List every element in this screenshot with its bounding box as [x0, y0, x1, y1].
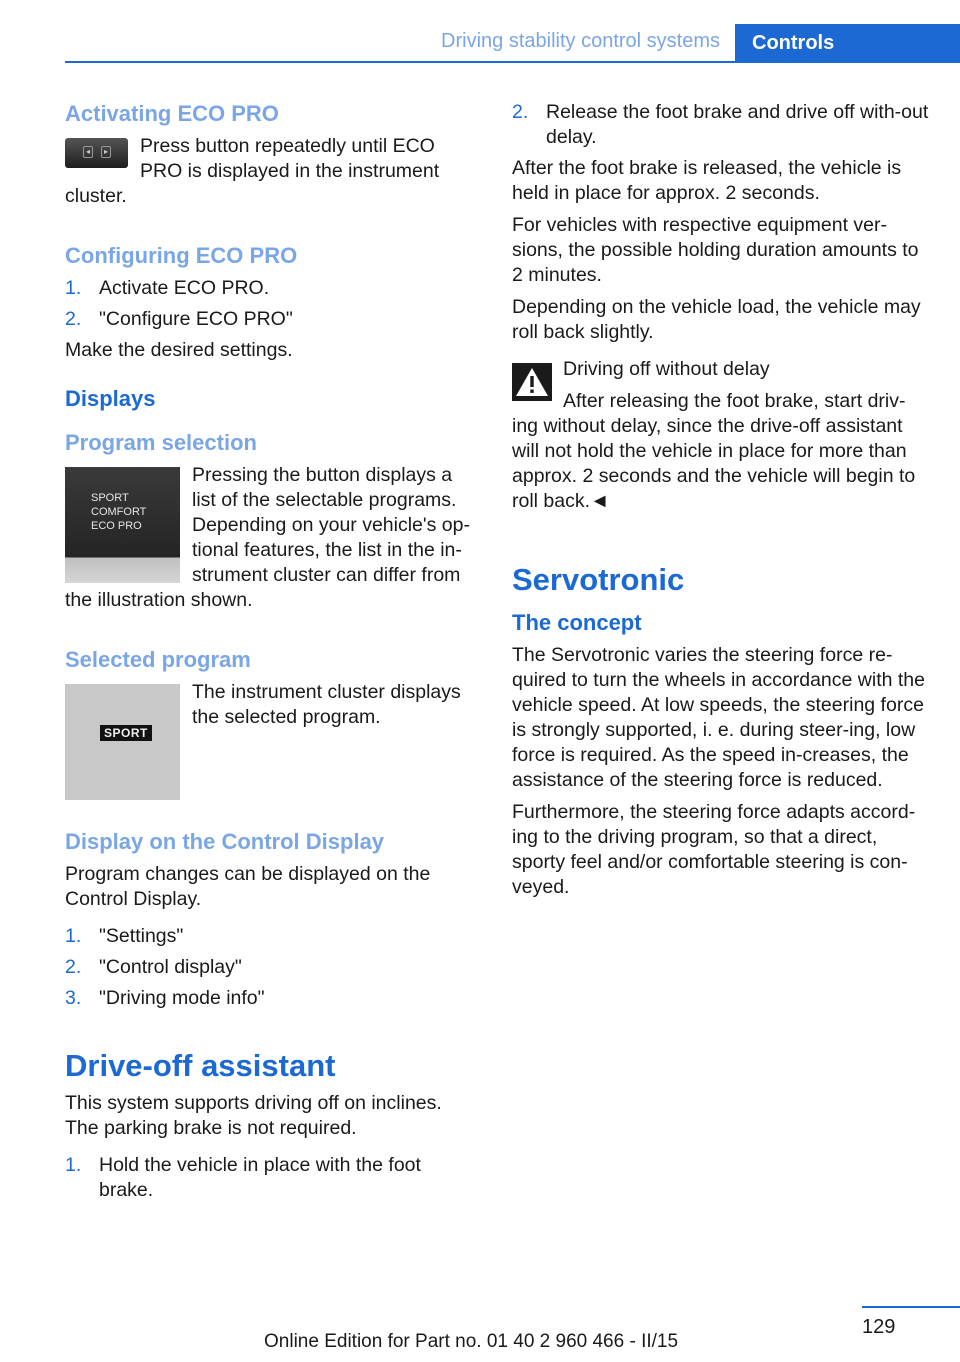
list-item: 1. "Settings" [65, 925, 184, 947]
roll-back-text: Depending on the vehicle load, the vehicle may roll back slightly. [512, 296, 921, 343]
selected-program-figure [65, 684, 180, 800]
warning-text: After releasing the foot brake, start driv-ing without delay, since the drive-off assistant will not hold the vehicle in place for more than approx. 2 seconds and the vehicle will begin to roll back.◄ [512, 390, 916, 512]
list-item: 1. Hold the vehicle in place with the foot brake. [65, 1154, 421, 1201]
configuring-eco-pro-heading: Configuring ECO PRO [65, 243, 298, 268]
selected-program-text: The instrument cluster displays the selected program. [192, 681, 461, 728]
activating-eco-pro-text: Press button repeatedly until ECO PRO is displayed in the instrument cluster. [65, 135, 440, 207]
selected-program-heading: Selected program [65, 647, 251, 672]
holding-duration-text: For vehicles with respective equipment ver-sions, the possible holding duration amounts to 2 minutes. [512, 214, 919, 286]
list-item: 3. "Driving mode info" [65, 987, 265, 1009]
program-list-image-items: SPORT COMFORT ECO PRO [91, 492, 147, 532]
arrow-left-icon: ◂ [83, 146, 93, 158]
list-item: 2. Release the foot brake and drive off with-out delay. [512, 101, 929, 148]
list-item: 2. "Configure ECO PRO" [65, 308, 293, 330]
drive-off-steps-continued [512, 100, 930, 150]
control-display-heading: Display on the Control Display [65, 829, 385, 854]
page-number: 129 [862, 1316, 896, 1338]
warning-triangle-icon [512, 363, 552, 401]
header-chapter-tab: Controls [735, 24, 960, 63]
arrow-right-icon: ▸ [101, 146, 111, 158]
right-column [512, 100, 930, 907]
release-text: After the foot brake is released, the vehicle is held in place for approx. 2 seconds. [512, 157, 902, 204]
drive-off-steps-list [65, 1153, 477, 1203]
selected-program-image [65, 684, 180, 800]
sport-tag: SPORT [100, 725, 152, 741]
eco-pro-button-figure [65, 138, 128, 168]
configuring-steps-list [65, 276, 477, 332]
warning-title: Driving off without delay [563, 358, 770, 380]
list-item: 2. "Control display" [65, 956, 242, 978]
drive-off-text: This system supports driving off on inclines. The parking brake is not required. [65, 1092, 442, 1139]
servotronic-heading: Servotronic [512, 562, 685, 597]
driving-mode-button-icon [65, 138, 128, 168]
program-selection-text: Pressing the button displays a list of the selectable programs. Depending on your vehicle's op-tional features, the list in the in-strument cluster can differ from the illustration shown. [65, 464, 470, 611]
concept-text-2: Furthermore, the steering force adapts accord-ing to the driving program, so that a direct, sporty feel and/or comfortable steering is con-veyed. [512, 801, 916, 898]
list-item: 1. Activate ECO PRO. [65, 277, 270, 299]
footer-rule [862, 1306, 960, 1308]
program-list-image [65, 467, 180, 583]
program-selection-heading: Program selection [65, 430, 257, 455]
header-rule [65, 61, 960, 63]
displays-heading: Displays [65, 386, 156, 411]
control-display-text: Program changes can be displayed on the Control Display. [65, 863, 431, 910]
drive-off-assistant-heading: Drive-off assistant [65, 1048, 336, 1083]
left-column [65, 100, 477, 1209]
activating-eco-pro-heading: Activating ECO PRO [65, 101, 279, 126]
concept-heading: The concept [512, 610, 642, 635]
program-list-figure [65, 467, 180, 583]
header-section-title: Driving stability control systems [441, 30, 720, 52]
control-display-steps-list [65, 924, 477, 1011]
warning-block [512, 357, 930, 521]
concept-text-1: The Servotronic varies the steering force re-quired to turn the wheels in accordance with the vehicle speed. At low speeds, the steering force is strongly supported, i. e. during steer-ing, low force is required. As the speed in-creases, the assistance of the steering force is reduced. [512, 644, 925, 791]
configuring-after-text: Make the desired settings. [65, 339, 293, 361]
footer-edition: Online Edition for Part no. 01 40 2 960 466 - II/15 [264, 1331, 679, 1352]
